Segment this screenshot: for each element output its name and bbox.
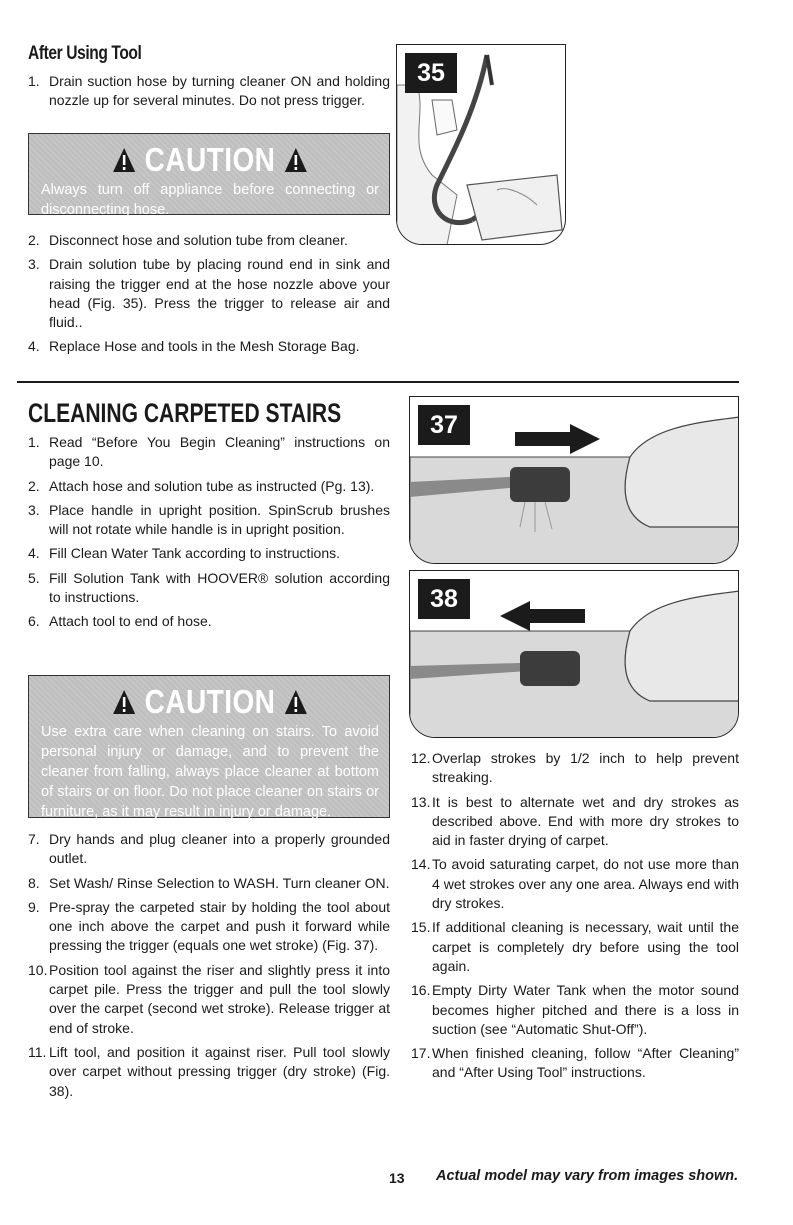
step-number: 14. <box>411 856 431 873</box>
step-text: Disconnect hose and solution tube from cleaner. <box>49 232 348 248</box>
list-item <box>28 501 390 540</box>
step-text: Replace Hose and tools in the Mesh Storage Bag. <box>49 338 360 355</box>
warning-icon <box>112 147 136 173</box>
warning-icon <box>112 689 136 715</box>
step-number: 10. <box>28 961 48 978</box>
stairs-steps-b <box>28 830 390 1106</box>
step-text: Set Wash/ Rinse Selection to WASH. Turn cleaner ON. <box>49 874 390 891</box>
cleaning-stairs-heading: CLEANING CARPETED STAIRS <box>28 398 342 428</box>
step-number: 13. <box>411 793 431 810</box>
list-item <box>28 874 390 893</box>
list-item <box>411 981 739 1039</box>
figure-37 <box>409 396 739 564</box>
step-text: Overlap strokes by 1/2 inch to help prevent streaking. <box>432 750 739 786</box>
step-number: 7. <box>28 831 40 847</box>
after-tool-steps-a <box>28 72 390 116</box>
step-number: 2. <box>28 477 40 494</box>
warning-icon <box>284 689 308 715</box>
step-number: 8. <box>28 874 40 891</box>
step-number: 1. <box>28 73 40 89</box>
step-number: 17. <box>411 1045 431 1062</box>
list-item <box>28 337 390 356</box>
list-item <box>411 855 739 913</box>
step-number: 4. <box>28 545 40 562</box>
step-text: Attach tool to end of hose. <box>49 613 212 630</box>
step-text: Empty Dirty Water Tank when the motor sound becomes higher pitched and there is a loss in suction (see “Automatic Shut-Off”). <box>432 982 739 1037</box>
step-number: 9. <box>28 898 40 915</box>
step-number: 15. <box>411 919 431 936</box>
list-item <box>411 918 739 976</box>
step-number: 3. <box>28 501 40 518</box>
step-number: 12. <box>411 750 431 766</box>
stairs-steps-c <box>411 749 739 1088</box>
caution-text: Always turn off appliance before connecting or disconnecting hose. <box>41 182 379 218</box>
step-number: 3. <box>28 256 40 273</box>
list-item <box>28 477 390 496</box>
caution-title: CAUTION <box>66 684 353 720</box>
step-text: Dry hands and plug cleaner into a properly grounded outlet. <box>49 831 390 867</box>
after-using-tool-heading: After Using Tool <box>28 43 142 64</box>
disclaimer-note: Actual model may vary from images shown. <box>436 1168 739 1184</box>
arrow-right-icon <box>515 424 600 454</box>
list-item <box>411 749 739 788</box>
step-number: 4. <box>28 338 40 355</box>
step-text: Drain solution tube by placing round end in sink and raising the trigger end at the hose nozzle above your head (Fig. 35). Press the trigger to release air and fluid.. <box>49 256 390 331</box>
page-number: 13 <box>389 1170 405 1186</box>
figure-label: 37 <box>418 405 470 445</box>
step-number: 2. <box>28 232 40 248</box>
list-item <box>28 612 390 631</box>
step-text: When finished cleaning, follow “After Cleaning” and “After Using Tool” instructions. <box>432 1045 739 1081</box>
list-item <box>28 231 390 250</box>
step-number: 11. <box>28 1043 47 1060</box>
list-item <box>411 1044 739 1083</box>
step-text: Fill Solution Tank with HOOVER® solution according to instructions. <box>49 569 390 606</box>
stairs-steps-a <box>28 433 390 637</box>
figure-35 <box>396 44 566 245</box>
caution-box-stairs <box>28 675 390 818</box>
list-item <box>28 433 390 472</box>
list-item <box>28 255 390 332</box>
step-text: If additional cleaning is necessary, wait until the carpet is completely dry before using the tool again. <box>432 919 739 974</box>
step-text: It is best to alternate wet and dry strokes as described above. End with more dry strokes to aid in faster drying of carpet. <box>432 793 739 849</box>
list-item <box>28 544 390 563</box>
step-number: 5. <box>28 569 40 586</box>
figure-38 <box>409 570 739 738</box>
list-item <box>28 830 390 869</box>
arrow-left-icon <box>500 601 585 631</box>
caution-title: CAUTION <box>66 142 353 178</box>
list-item <box>28 961 390 1038</box>
step-number: 1. <box>28 434 40 450</box>
step-text: Lift tool, and position it against riser. Pull tool slowly over carpet without pressing trigger (dry stroke) (Fig. 38). <box>49 1043 390 1099</box>
step-text: Drain suction hose by turning cleaner ON and holding nozzle up for several minutes. Do not press trigger. <box>49 73 390 109</box>
step-text: Read “Before You Begin Cleaning” instructions on page 10. <box>49 434 390 470</box>
list-item <box>28 1043 390 1101</box>
step-text: Attach hose and solution tube as instructed (Pg. 13). <box>49 477 375 494</box>
step-text: Position tool against the riser and slightly press it into carpet pile. Press the trigger and pull the tool slowly over the carpet (second wet stroke). Release trigger at end of stroke. <box>49 961 390 1036</box>
step-text: Fill Clean Water Tank according to instructions. <box>49 545 341 562</box>
caution-box-hose <box>28 133 390 218</box>
list-item <box>28 898 390 956</box>
list-item <box>411 793 739 851</box>
figure-label: 38 <box>418 579 470 619</box>
list-item <box>28 72 390 111</box>
step-text: Place handle in upright position. SpinScrub brushes will not rotate while handle is in upright position. <box>49 501 390 538</box>
step-number: 6. <box>28 613 40 630</box>
step-number: 16. <box>411 982 431 999</box>
caution-text: Use extra care when cleaning on stairs. To avoid personal injury or damage, and to prevent the cleaner from falling, always place cleaner at bottom of stairs or on floor. Do not place cleaner on stairs or furniture, as it may result in injury or damage. <box>41 724 379 820</box>
step-text: Pre-spray the carpeted stair by holding the tool about one inch above the carpet and push it forward while pressing the trigger (equals one wet stroke) (Fig. 37). <box>49 898 390 954</box>
figure-label: 35 <box>405 53 457 93</box>
section-divider <box>17 381 739 383</box>
warning-icon <box>284 147 308 173</box>
step-text: To avoid saturating carpet, do not use more than 4 wet strokes over any one area. Always end with dry strokes. <box>432 856 739 912</box>
list-item <box>28 569 390 608</box>
after-tool-steps-b <box>28 231 390 362</box>
